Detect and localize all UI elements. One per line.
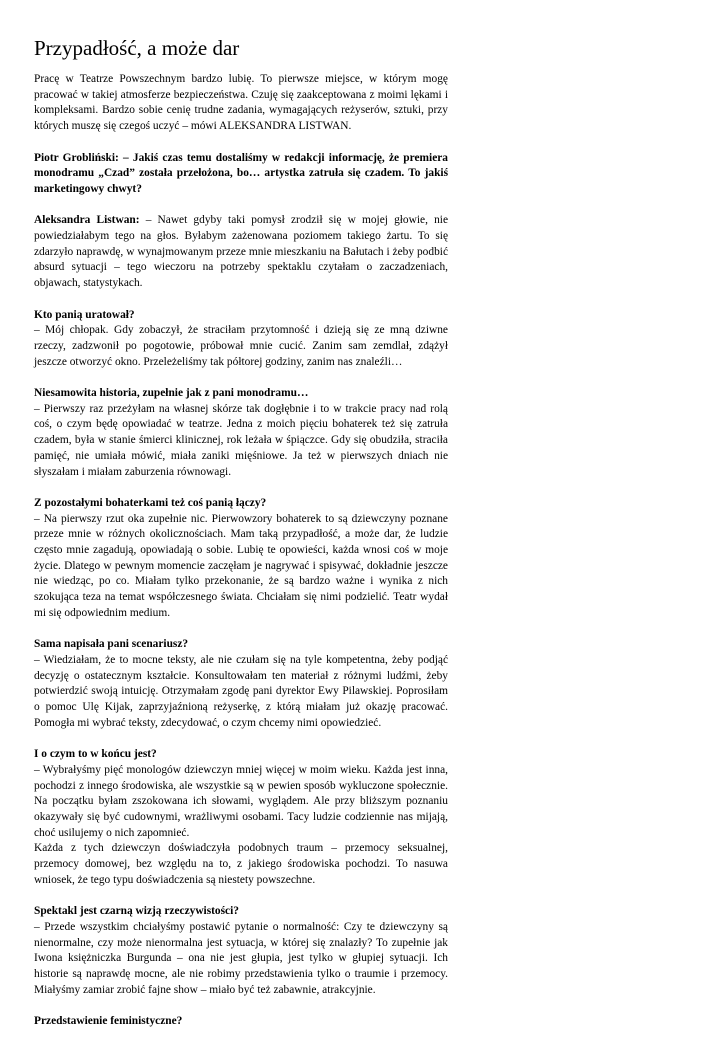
- qa-block: [34, 308, 448, 371]
- answer: – Mój chłopak. Gdy zobaczył, że straciłam przytomność i dzieją się ze mną dziwne rzeczy, zadzwonił po pogotowie, próbował mnie cucić. Zanim sam zemdlał, zdążył jeszcze otworzyć okno. Przeleżeliśmy tak półtorej godziny, zanim nas znaleźli…: [34, 324, 448, 368]
- answer: – Wiedziałam, że to mocne teksty, ale nie czułam się na tyle kompetentna, żeby podjąć decyzję o ostatecznym kształcie. Konsultowałam ten materiał z różnymi ludźmi, żeby potwierdzić swoją intuicję. Otrzymałam zgodę pani dyrektor Ewy Pilawskiej. Poprosiłam o pomoc Ulę Kijak, zaprzyjaźnioną reżyserkę, z którą miałam już okazję pracować. Pomogła mi wybrać teksty, zdecydować, o czym chcemy nimi opowiedzieć.: [34, 653, 448, 729]
- first-answer: [34, 213, 448, 292]
- speaker-name: Aleksandra Listwan:: [34, 214, 140, 227]
- question: Sama napisała pani scenariusz?: [34, 638, 189, 651]
- question: Przedstawienie feministyczne?: [34, 1015, 183, 1028]
- article-title: Przypadłość, a może dar: [34, 36, 240, 60]
- answer: – Wybrałyśmy pięć monologów dziewczyn mniej więcej w moim wieku. Każda jest inna, pochodzi z innego środowiska, ale wszystkie są w pewien sposób wykluczone społecznie. Na początku byłam zszokowana ich słowami, wyglądem. Ale przy bliższym poznaniu okazywały się być cudownymi, wrażliwymi osobami. Tacy ludzie codziennie nas mijają, choć usilujemy o nich zapomnieć.: [34, 763, 448, 839]
- qa-block: [34, 1014, 448, 1030]
- answer: – Pierwszy raz przeżyłam na własnej skórze tak dogłębnie i to w trakcie pracy nad rolą coś, o czym będę opowiadać w teatrze. Jedna z moich pięciu bohaterek też się zatruła czadem, była w stanie śmierci klinicznej, rok leżała w śpiączce. Gdy się obudziła, straciła pamięć, nie umiała mówić, miała zaniki mięśniowe. Ja też w pierwszych dniach nie słyszałam i miałam zaburzenia równowagi.: [34, 402, 448, 478]
- question: Kto panią uratował?: [34, 308, 135, 321]
- answer: – Przede wszystkim chciałyśmy postawić pytanie o normalność: Czy te dziewczyny są nienormalne, czy może nienormalna jest sytuacja, w której się znalazły? To zupełnie jak Iwona księżniczka Burgunda – ona nie jest głupia, jest tylko w głupiej sytuacji. Ich historie są naprawdę mocne, ale nie robimy przedstawienia tylko o traumie i przemocy. Miałyśmy zamiar zrobić fajne show – miało być też zabawnie, atrakcyjnie.: [34, 920, 448, 996]
- qa-block: [34, 637, 448, 731]
- answer: – Na pierwszy rzut oka zupełnie nic. Pierwowzory bohaterek to są dziewczyny poznane przeze mnie w różnych okolicznościach. Mam taką przypadłość, a może dar, że ludzie często mnie zagadują, opowiadają o sobie. Lubię te opowieści, każda wnosi coś w moje życie. Dlatego w pewnym momencie zaczęłam je nagrywać i spisywać, dokładnie jeszcze nie wiedząc, po co. Miałam tylko przekonanie, że są bardzo ważne i wynika z nich szokująca teza na temat współczesnego świata. Chciałam się nimi podzielić. Teatr wydał mi się odpowiednim medium.: [34, 512, 448, 619]
- qa-block: [34, 386, 448, 480]
- question: Spektakl jest czarną wizją rzeczywistości?: [34, 905, 239, 918]
- intro-question: Piotr Grobliński: – Jakiś czas temu dostaliśmy w redakcji informację, że premiera monodramu „Czad” została przełożona, bo… artystka zatruła się czadem. To jakiś marketingowy chwyt?: [34, 151, 448, 195]
- qa-block: [34, 904, 448, 998]
- article-lead: Pracę w Teatrze Powszechnym bardzo lubię. To pierwsze miejsce, w którym mogę pracować w takiej atmosferze bezpieczeństwa. Czuję się zaakceptowana z moimi lękami i kompleksami. Bardzo sobie cenię trudne zadania, wymagających reżyserów, sztuki, przy których muszę się czegoś uczyć – mówi ALEKSANDRA LISTWAN.: [34, 73, 448, 133]
- question: Z pozostałymi bohaterkami też coś panią łączy?: [34, 496, 267, 509]
- article: [34, 36, 448, 1045]
- question: I o czym to w końcu jest?: [34, 748, 157, 761]
- answer-continued: Każda z tych dziewczyn doświadczyła podobnych traum – przemocy seksualnej, przemocy domowej, bez względu na to, z jakiego środowiska pochodzi. To nasuwa wniosek, że tego typu doświadczenia są niestety powszechne.: [34, 842, 448, 886]
- first-answer-text: – Nawet gdyby taki pomysł zrodził się w mojej głowie, nie powiedziałabym tego na głos. Byłabym zażenowana poziomem takiego żartu. To się zdarzyło naprawdę, w wynajmowanym przeze mnie mieszkaniu na Bałutach i żeby podbić absurd sytuacji – tego wieczoru na potrzeby spektaklu czytałam o zaczadzeniach, objawach, statystykach.: [34, 214, 448, 290]
- qa-block: [34, 496, 448, 622]
- question: Niesamowita historia, zupełnie jak z pani monodramu…: [34, 387, 309, 399]
- qa-block: [34, 747, 448, 888]
